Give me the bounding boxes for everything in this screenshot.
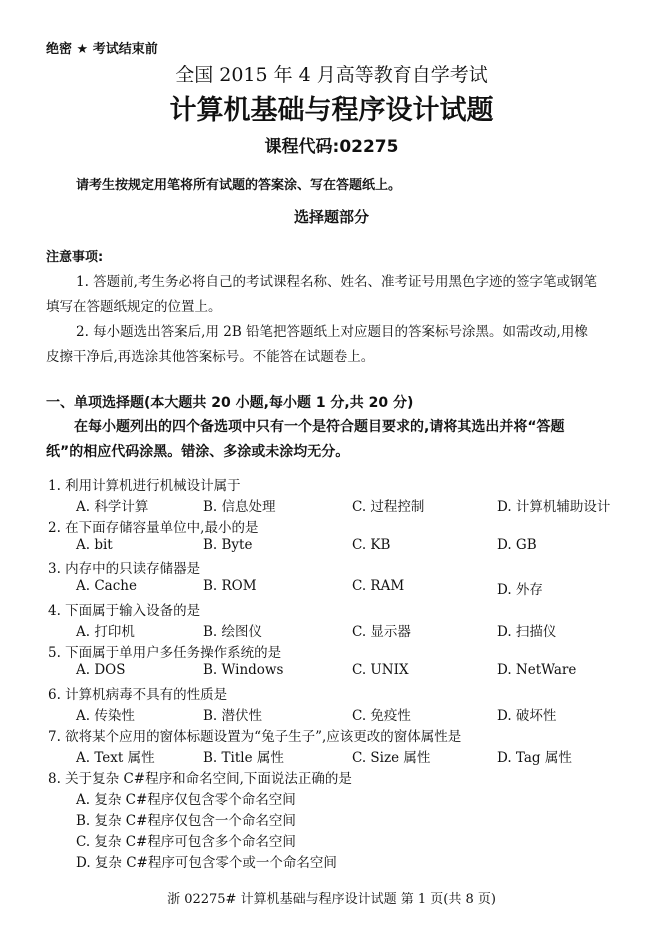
question-3-stem: 3. 内存中的只读存储器是 (48, 561, 201, 577)
question-5-option-b: B. Windows (203, 662, 284, 678)
question-3-option-c: C. RAM (352, 578, 405, 594)
page-footer: 浙 02275# 计算机基础与程序设计试题 第 1 页(共 8 页) (167, 892, 496, 907)
question-4-stem: 4. 下面属于输入设备的是 (48, 603, 201, 619)
question-8-stem: 8. 关于复杂 C#程序和命名空间,下面说法正确的是 (48, 771, 352, 787)
question-7-option-c: C. Size 属性 (352, 750, 431, 766)
notes-label: 注意事项: (46, 250, 104, 265)
question-8-option-b: B. 复杂 C#程序仅包含一个命名空间 (76, 813, 296, 829)
question-2-option-a: A. bit (76, 537, 113, 553)
question-6-stem: 6. 计算机病毒不具有的性质是 (48, 687, 228, 703)
question-4-option-d: D. 扫描仪 (497, 624, 557, 640)
question-7-option-d: D. Tag 属性 (497, 750, 572, 766)
question-1-option-c: C. 过程控制 (352, 499, 425, 515)
confidential-label: 绝密 ★ 考试结束前 (46, 42, 158, 57)
question-7-stem: 7. 欲将某个应用的窗体标题设置为“兔子生子”,应该更改的窗体属性是 (48, 729, 462, 745)
question-6-option-b: B. 潜伏性 (203, 708, 263, 724)
question-1-option-b: B. 信息处理 (203, 499, 276, 515)
note-1-line-2: 填写在答题纸规定的位置上。 (46, 299, 222, 315)
question-1-stem: 1. 利用计算机进行机械设计属于 (48, 478, 241, 494)
answer-instruction: 请考生按规定用笔将所有试题的答案涂、写在答题纸上。 (76, 178, 402, 193)
section-desc-line-2: 纸”的相应代码涂黑。错涂、多涂或未涂均无分。 (46, 444, 350, 460)
question-6-option-a: A. 传染性 (76, 708, 135, 724)
question-6-option-c: C. 免疫性 (352, 708, 411, 724)
question-3-option-d: D. 外存 (497, 582, 543, 598)
question-2-option-b: B. Byte (203, 537, 253, 553)
question-4-option-c: C. 显示器 (352, 624, 411, 640)
question-6-option-d: D. 破坏性 (497, 708, 557, 724)
question-4-option-a: A. 打印机 (76, 624, 135, 640)
course-code: 课程代码:02275 (264, 137, 399, 157)
question-3-option-b: B. ROM (203, 578, 257, 594)
note-2-line-2: 皮擦干净后,再选涂其他答案标号。不能答在试题卷上。 (46, 349, 375, 365)
question-2-option-d: D. GB (497, 537, 537, 553)
paper-title: 计算机基础与程序设计试题 (169, 95, 494, 126)
question-3-option-a: A. Cache (76, 578, 137, 594)
question-7-option-b: B. Title 属性 (203, 750, 284, 766)
question-2-option-c: C. KB (352, 537, 391, 553)
exam-title: 全国 2015 年 4 月高等教育自学考试 (175, 64, 488, 86)
question-1-option-a: A. 科学计算 (76, 499, 149, 515)
question-1-option-d: D. 计算机辅助设计 (497, 499, 611, 515)
question-8-option-c: C. 复杂 C#程序可包含多个命名空间 (76, 834, 296, 850)
question-5-option-c: C. UNIX (352, 662, 409, 678)
section-desc-line-1: 在每小题列出的四个备选项中只有一个是符合题目要求的,请将其选出并将“答题 (74, 419, 565, 435)
question-5-option-a: A. DOS (76, 662, 126, 678)
question-8-option-a: A. 复杂 C#程序仅包含零个命名空间 (76, 792, 296, 808)
question-4-option-b: B. 绘图仪 (203, 624, 263, 640)
question-2-stem: 2. 在下面存储容量单位中,最小的是 (48, 520, 259, 536)
question-8-option-d: D. 复杂 C#程序可包含零个或一个命名空间 (76, 855, 337, 871)
question-7-option-a: A. Text 属性 (76, 750, 155, 766)
section-heading: 一、单项选择题(本大题共 20 小题,每小题 1 分,共 20 分) (46, 395, 414, 411)
question-5-option-d: D. NetWare (497, 662, 577, 678)
note-1-line-1: 1. 答题前,考生务必将自己的考试课程名称、姓名、准考证号用黑色字迹的签字笔或钢笔 (76, 274, 597, 290)
question-5-stem: 5. 下面属于单用户多任务操作系统的是 (48, 645, 282, 661)
note-2-line-1: 2. 每小题选出答案后,用 2B 铅笔把答题纸上对应题目的答案标号涂黑。如需改动,用橡 (76, 324, 588, 340)
part-title: 选择题部分 (293, 208, 369, 226)
